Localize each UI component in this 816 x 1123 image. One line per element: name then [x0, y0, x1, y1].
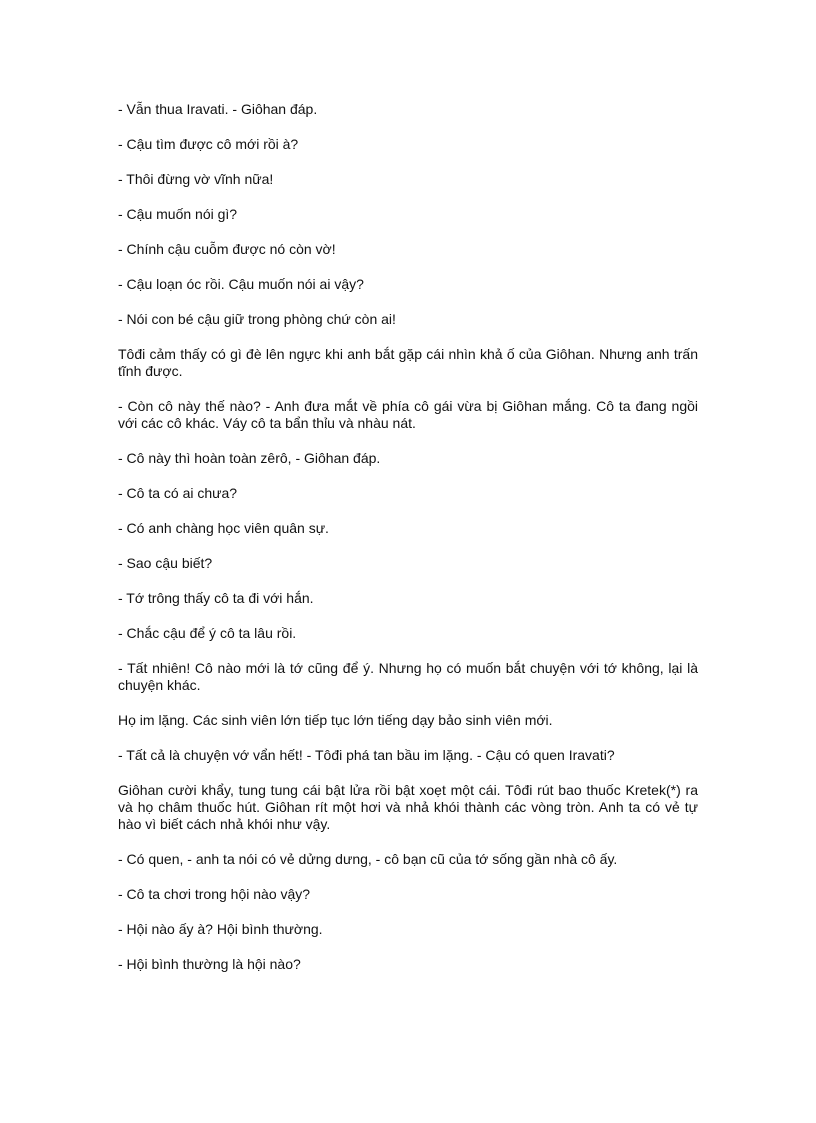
paragraph: - Cô ta chơi trong hội nào vậy? — [118, 886, 311, 902]
paragraph: - Chính cậu cuỗm được nó còn vờ! — [118, 241, 336, 257]
paragraph: - Nói con bé cậu giữ trong phòng chứ còn ai! — [118, 311, 396, 327]
paragraph: - Cậu loạn óc rồi. Cậu muốn nói ai vậy? — [118, 276, 364, 292]
paragraph: - Tất cả là chuyện vớ vẩn hết! - Tôđi phá tan bầu im lặng. - Cậu có quen Iravati? — [118, 747, 615, 763]
paragraph: - Chắc cậu để ý cô ta lâu rồi. — [118, 625, 297, 641]
paragraph: Tôđi cảm thấy có gì đè lên ngực khi anh bắt gặp cái nhìn khả ố của Giôhan. Nhưng anh trấn tĩnh được. — [118, 346, 698, 379]
paragraph: - Cậu tìm được cô mới rồi à? — [118, 136, 299, 152]
paragraph: - Có anh chàng học viên quân sự. — [118, 520, 329, 536]
paragraph: - Cô ta có ai chưa? — [118, 485, 238, 501]
paragraph: Giôhan cười khẩy, tung tung cái bật lửa rồi bật xoẹt một cái. Tôđi rút bao thuốc Kretek(*) ra và họ châm thuốc hút. Giôhan rít một hơi và nhả khói thành các vòng tròn. Anh ta có vẻ tự hào vì biết cách nhả khói như vậy. — [118, 782, 698, 832]
paragraph: - Tớ trông thấy cô ta đi với hắn. — [118, 590, 314, 606]
paragraph: - Có quen, - anh ta nói có vẻ dửng dưng, - cô bạn cũ của tớ sống gần nhà cô ấy. — [118, 851, 618, 867]
paragraph: - Tất nhiên! Cô nào mới là tớ cũng để ý. Nhưng họ có muốn bắt chuyện với tớ không, lại là chuyện khác. — [118, 660, 698, 693]
paragraph: - Vẫn thua Iravati. - Giôhan đáp. — [118, 101, 318, 117]
paragraph: - Cô này thì hoàn toàn zêrô, - Giôhan đáp. — [118, 450, 381, 466]
paragraph: Họ im lặng. Các sinh viên lớn tiếp tục lớn tiếng dạy bảo sinh viên mới. — [118, 712, 553, 728]
paragraph: - Cậu muốn nói gì? — [118, 206, 238, 222]
paragraph: - Sao cậu biết? — [118, 555, 213, 571]
document-body — [118, 101, 698, 991]
paragraph: - Hội bình thường là hội nào? — [118, 956, 301, 972]
paragraph: - Còn cô này thế nào? - Anh đưa mắt về phía cô gái vừa bị Giôhan mắng. Cô ta đang ngồi với các cô khác. Váy cô ta bẩn thỉu và nhàu nát. — [118, 398, 698, 431]
paragraph: - Hội nào ấy à? Hội bình thường. — [118, 921, 323, 937]
paragraph: - Thôi đừng vờ vĩnh nữa! — [118, 171, 274, 187]
